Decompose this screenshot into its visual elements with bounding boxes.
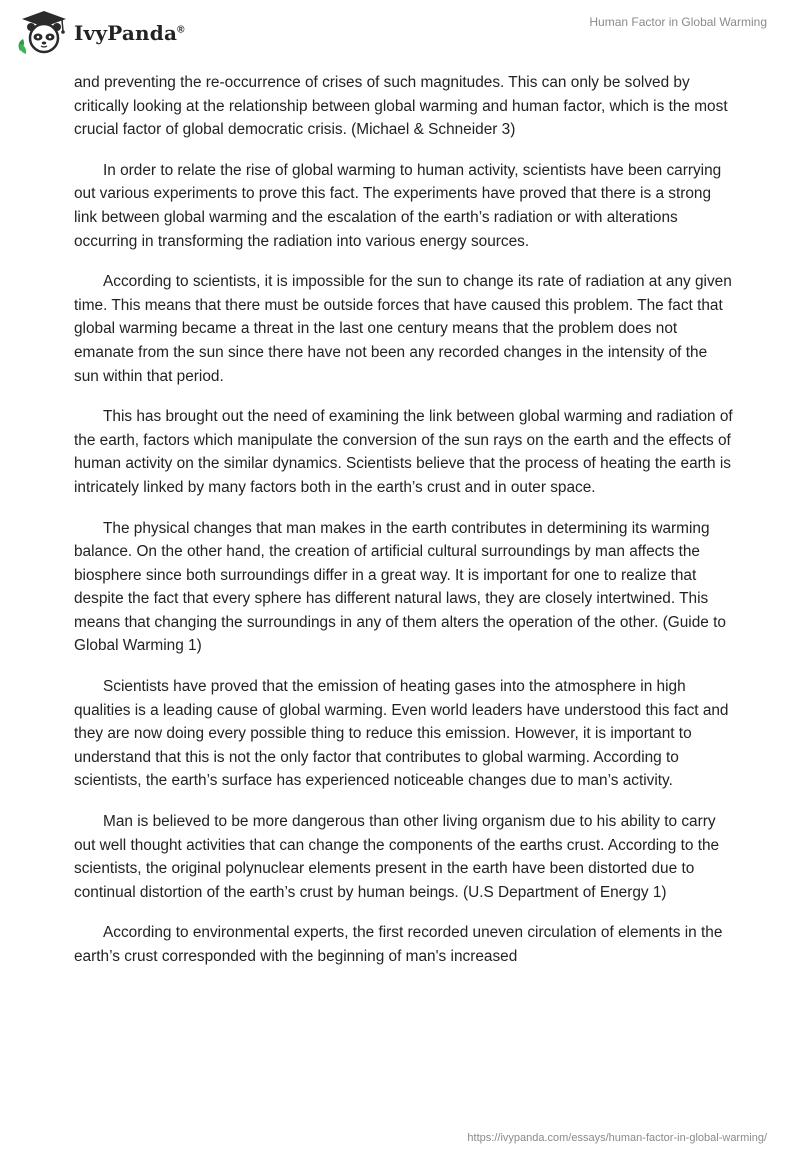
paragraph: Scientists have proved that the emission of heating gases into the atmosphere in high qualities is a leading cause of global warming. Even world leaders have understood this fact and they are now doing every possible thing to reduce this emission. However, it is important to understand that this is not the only factor that contributes to global warming. According to scientists, the earth’s surface has experienced noticeable changes due to man’s activity. bbox=[74, 678, 729, 790]
brand-text: IvyPanda bbox=[74, 21, 178, 45]
essay-body bbox=[74, 71, 734, 986]
paragraph: and preventing the re-occurrence of crises of such magnitudes. This can only be solved by critically looking at the relationship between global warming and human factor, which is the most crucial factor of global democratic crisis. (Michael & Schneider 3) bbox=[74, 74, 728, 139]
paragraph: According to scientists, it is impossible for the sun to change its rate of radiation at any given time. This means that there must be outside forces that have caused this problem. The fact that global warming became a threat in the last one century means that the problem does not emanate from the sun since there have not been any recorded changes in the intensity of the sun within that period. bbox=[74, 273, 732, 385]
page-header bbox=[0, 0, 800, 60]
brand-name bbox=[74, 21, 185, 45]
source-url[interactable]: https://ivypanda.com/essays/human-factor-in-global-warming/ bbox=[467, 1132, 767, 1144]
ivypanda-logo[interactable] bbox=[14, 11, 185, 55]
paragraph: This has brought out the need of examining the link between global warming and radiation of the earth, factors which manipulate the conversion of the sun rays on the earth and the effects of human activity on the similar dynamics. Scientists believe that the process of heating the earth is intricately linked by many factors both in the earth’s crust and in outer space. bbox=[74, 408, 733, 496]
document-title: Human Factor in Global Warming bbox=[589, 15, 767, 29]
paragraph: According to environmental experts, the first recorded uneven circulation of elements in the earth’s crust corresponded with the beginning of man's increased bbox=[74, 924, 723, 965]
paragraph: The physical changes that man makes in the earth contributes in determining its warming balance. On the other hand, the creation of artificial cultural surroundings by man affects the biosphere since both surroundings differ in a great way. It is important for one to realize that despite the fact that every sphere has different natural laws, they are closely intertwined. This means that changing the surroundings in any of them alters the operation of the other. (Guide to Global Warming 1) bbox=[74, 519, 726, 655]
paragraph: Man is believed to be more dangerous than other living organism due to his ability to carry out well thought activities that can change the components of the earths crust. According to the scientists, the original polynuclear elements present in the earth have been distorted due to continual distortion of the earth’s crust by human beings. (U.S Department of Energy 1) bbox=[74, 813, 720, 901]
panda-graduate-icon bbox=[14, 11, 70, 55]
paragraph: In order to relate the rise of global warming to human activity, scientists have been carrying out various experiments to prove this fact. The experiments have proved that there is a strong link between global warming and the escalation of the earth’s radiation or with alterations occurring in transforming the radiation into various energy sources. bbox=[74, 161, 722, 250]
registered-mark: ® bbox=[177, 24, 185, 36]
